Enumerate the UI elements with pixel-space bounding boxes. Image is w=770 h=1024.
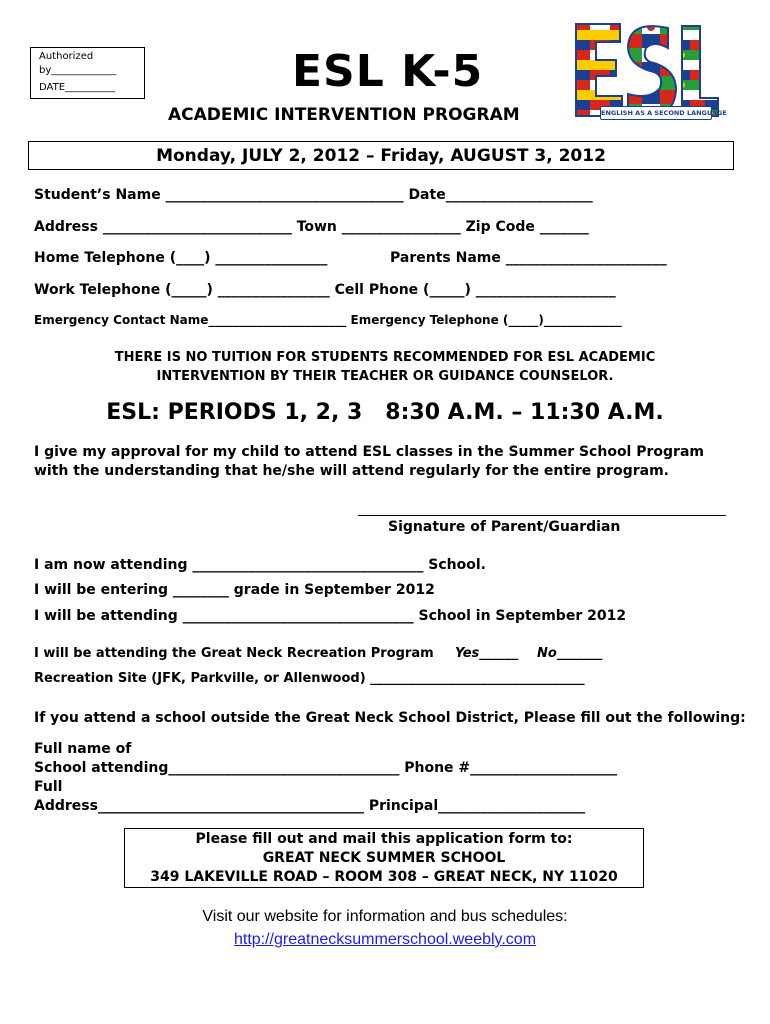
address-principal-row[interactable]: Address______________________________________ Principal_____________________ [34, 798, 586, 814]
website-info: Visit our website for information and bus schedules: [202, 908, 568, 925]
mailing-address-box [124, 828, 644, 888]
tuition-notice-line2: INTERVENTION BY THEIR TEACHER OR GUIDANCE COUNSELOR. [156, 369, 614, 384]
website-link-row [0, 931, 770, 949]
yes-blank: ______ [479, 646, 519, 661]
program-dates-banner: Monday, JULY 2, 2012 – Friday, AUGUST 3, 2012 [28, 141, 734, 170]
emergency-contact-row[interactable]: Emergency Contact Name_______________________ Emergency Telephone (_____)_____________ [34, 313, 622, 327]
mail-recipient: GREAT NECK SUMMER SCHOOL [262, 850, 506, 866]
authorized-date-field[interactable]: DATE__________ [39, 82, 116, 93]
website-link[interactable]: http://greatnecksummerschool.weebly.com [233, 931, 537, 948]
school-attending-phone-row[interactable]: School attending_________________________________ Phone #_____________________ [34, 760, 618, 776]
address-row[interactable]: Address ___________________________ Town _________________ Zip Code _______ [34, 219, 589, 235]
recreation-program-label: I will be attending the Great Neck Recreation Program [34, 646, 434, 661]
mail-address: 349 LAKEVILLE ROAD – ROOM 308 – GREAT NECK, NY 11020 [150, 869, 618, 885]
grade-entering-field[interactable]: I will be entering ________ grade in September 2012 [34, 582, 435, 598]
recreation-no-option[interactable] [537, 646, 602, 661]
recreation-yes-option[interactable] [455, 646, 518, 661]
authorized-by-field[interactable]: by_____________ [39, 65, 117, 76]
signature-label: Signature of Parent/Guardian [388, 519, 621, 535]
authorization-box [30, 47, 145, 99]
school-september-field[interactable]: I will be attending _________________________________ School in September 2012 [34, 608, 627, 624]
student-name-date-row[interactable]: Student’s Name __________________________________ Date_____________________ [34, 187, 593, 203]
work-cell-telephone-row[interactable]: Work Telephone (_____) ________________ Cell Phone (_____) ____________________ [34, 282, 616, 298]
tuition-notice [0, 348, 770, 386]
approval-statement: I give my approval for my child to attend ESL classes in the Summer School Program with the understanding that he/she will attend regularly for the entire program. [34, 444, 704, 479]
no-blank: _______ [556, 646, 603, 661]
signature-line[interactable] [358, 515, 726, 516]
parents-name-field[interactable]: Parents Name _______________________ [390, 250, 667, 266]
current-school-field[interactable]: I am now attending _________________________________ School. [34, 557, 486, 573]
logo-tagline: ENGLISH AS A SECOND LANGUAGE [600, 106, 712, 120]
periods-heading: ESL: PERIODS 1, 2, 3 8:30 A.M. – 11:30 A.M. [106, 400, 664, 425]
full-name-label: Full name of [34, 741, 132, 757]
home-telephone-field[interactable]: Home Telephone (____) ________________ [34, 250, 328, 266]
page-subtitle: ACADEMIC INTERVENTION PROGRAM [168, 105, 520, 125]
full-label: Full [34, 779, 63, 795]
recreation-site-field[interactable]: Recreation Site (JFK, Parkville, or Allenwood) _________________________________ [34, 671, 585, 686]
yes-label: Yes [455, 646, 480, 661]
outside-district-heading: If you attend a school outside the Great Neck School District, Please fill out the following: [34, 710, 746, 726]
page-title: ESL K-5 [292, 46, 484, 97]
no-label: No [537, 646, 557, 661]
mail-instruction: Please fill out and mail this application form to: [195, 831, 573, 847]
tuition-notice-line1: THERE IS NO TUITION FOR STUDENTS RECOMMENDED FOR ESL ACADEMIC [114, 350, 656, 365]
authorized-label: Authorized [39, 51, 94, 62]
